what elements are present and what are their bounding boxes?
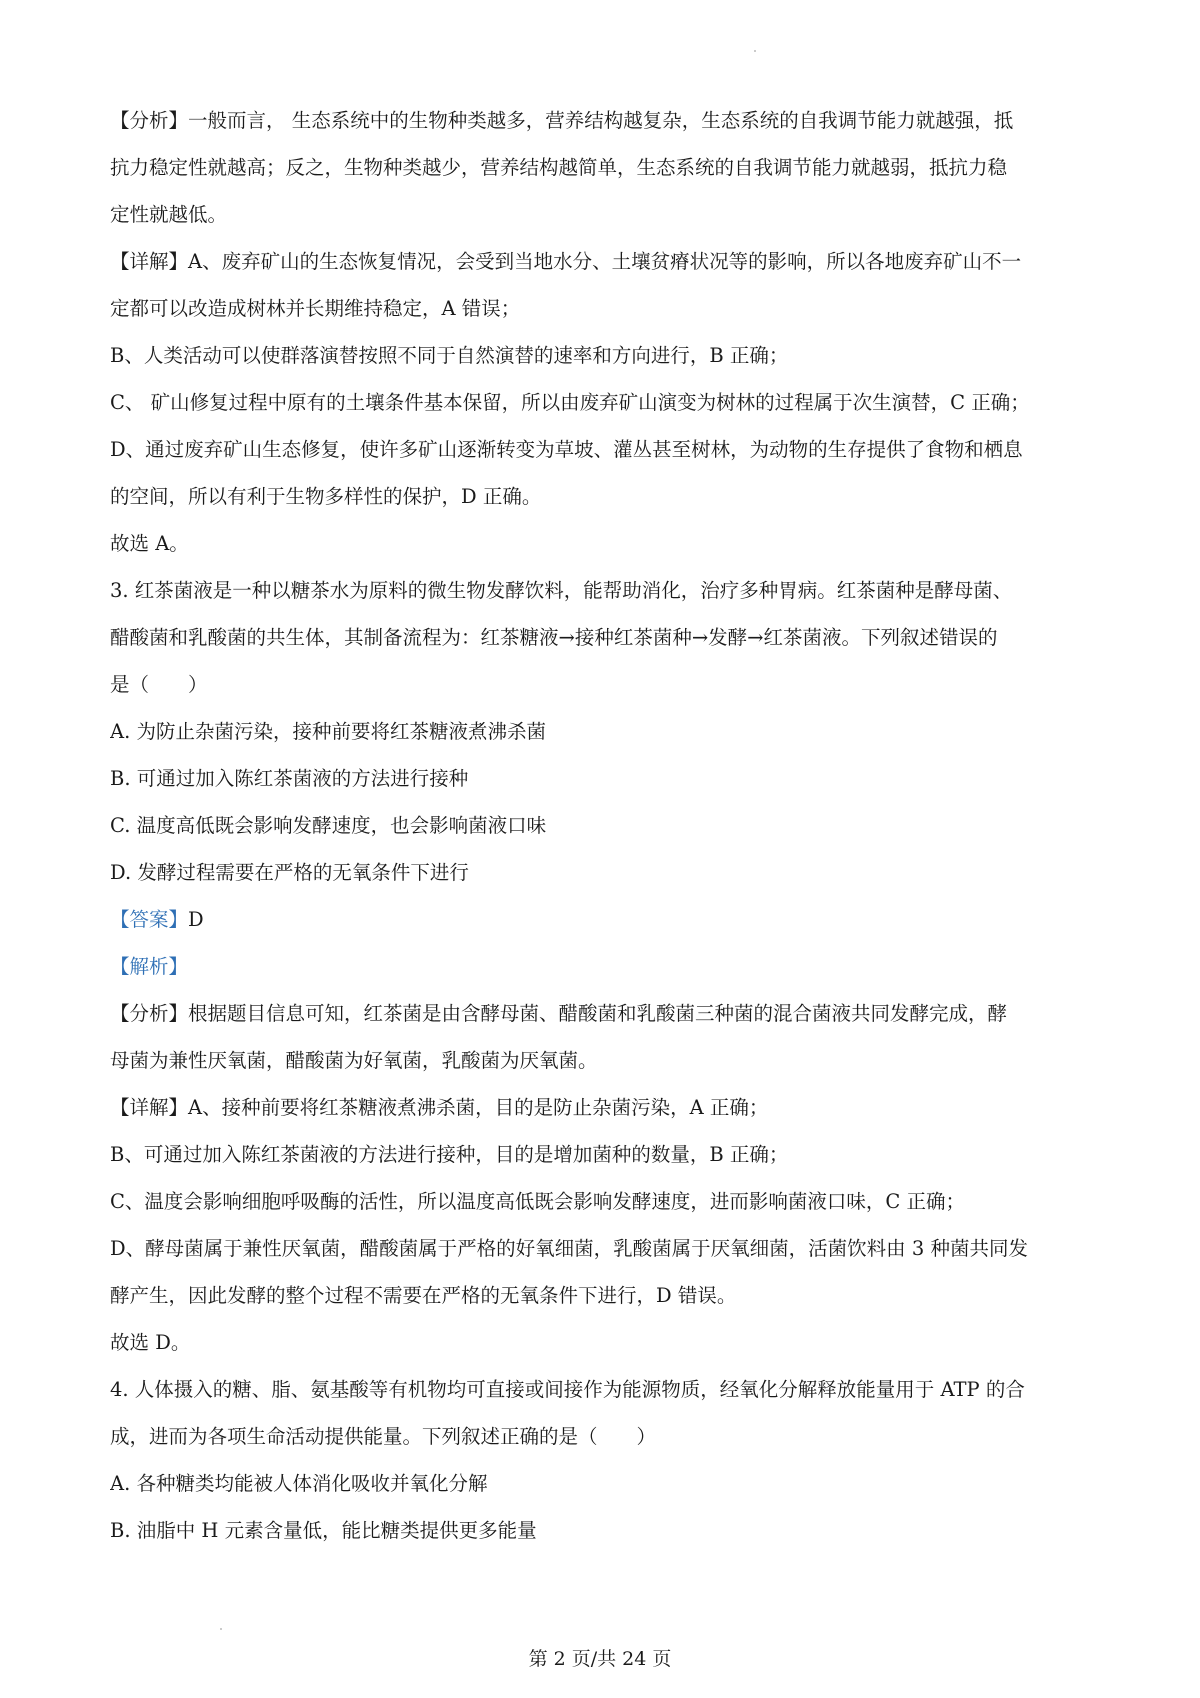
text-line: B、人类活动可以使群落演替按照不同于自然演替的速率和方向进行，B 正确； — [110, 344, 789, 367]
text-line: C、温度会影响细胞呼吸酶的活性，所以温度高低既会影响发酵速度，进而影响菌液口味，C 正确； — [110, 1190, 966, 1213]
option-d: D. 发酵过程需要在严格的无氧条件下进行 — [110, 861, 469, 884]
text-line: D、通过废弃矿山生态修复，使许多矿山逐渐转变为草坡、灌丛甚至树林，为动物的生存提供了食物和栖息 — [110, 438, 1023, 461]
question-4-stem: 4. 人体摄入的糖、脂、氨基酸等有机物均可直接或间接作为能源物质，经氧化分解释放能量用于 ATP 的合 — [110, 1378, 1025, 1401]
text-line: 【详解】A、废弃矿山的生态恢复情况，会受到当地水分、土壤贫瘠状况等的影响，所以各地废弃矿山不一 — [110, 250, 1022, 273]
text-line: 【详解】A、接种前要将红茶糖液煮沸杀菌，目的是防止杂菌污染，A 正确； — [110, 1096, 769, 1119]
scan-speck — [754, 50, 756, 52]
option-a: A. 各种糖类均能被人体消化吸收并氧化分解 — [110, 1472, 488, 1495]
question-3-stem: 醋酸菌和乳酸菌的共生体，其制备流程为：红茶糖液→接种红茶菌种→发酵→红茶菌液。下列叙述错误的 — [110, 626, 998, 649]
text-line: 的空间，所以有利于生物多样性的保护，D 正确。 — [110, 485, 542, 508]
text-line: B、可通过加入陈红茶菌液的方法进行接种，目的是增加菌种的数量，B 正确； — [110, 1143, 789, 1166]
question-4-stem: 成，进而为各项生命活动提供能量。下列叙述正确的是（ ） — [110, 1425, 657, 1448]
analysis-heading: 【解析】 — [110, 955, 189, 978]
question-3-stem: 是（ ） — [110, 673, 208, 696]
option-c: C. 温度高低既会影响发酵速度，也会影响菌液口味 — [110, 814, 547, 837]
option-b: B. 可通过加入陈红茶菌液的方法进行接种 — [110, 767, 469, 790]
option-b: B. 油脂中 H 元素含量低，能比糖类提供更多能量 — [110, 1519, 537, 1542]
option-a: A. 为防止杂菌污染，接种前要将红茶糖液煮沸杀菌 — [110, 720, 546, 743]
answer-label: 【答案】 — [110, 908, 189, 931]
page-footer: 第 2 页/共 24 页 — [528, 1648, 672, 1670]
text-line: 酵产生，因此发酵的整个过程不需要在严格的无氧条件下进行，D 错误。 — [110, 1284, 737, 1307]
answer-line — [110, 896, 1105, 943]
text-line: 故选 D。 — [110, 1331, 191, 1354]
question-3-stem: 3. 红茶菌液是一种以糖茶水为原料的微生物发酵饮料，能帮助消化，治疗多种胃病。红茶菌种是酵母菌、 — [110, 579, 1013, 602]
scan-speck — [220, 1628, 222, 1630]
text-line: 【分析】一般而言， 生态系统中的生物种类越多，营养结构越复杂，生态系统的自我调节能力就越强，抵 — [110, 109, 1014, 132]
text-line: 定都可以改造成树林并长期维持稳定，A 错误； — [110, 297, 521, 320]
answer-value: D — [188, 908, 204, 931]
text-line: 抗力稳定性就越高；反之，生物种类越少，营养结构越简单，生态系统的自我调节能力就越弱，抵抗力稳 — [110, 156, 1008, 179]
document-body — [110, 97, 1105, 1554]
text-line: 定性就越低。 — [110, 203, 228, 226]
text-line: 故选 A。 — [110, 532, 189, 555]
text-line: 母菌为兼性厌氧菌，醋酸菌为好氧菌，乳酸菌为厌氧菌。 — [110, 1049, 598, 1072]
text-line: D、酵母菌属于兼性厌氧菌，醋酸菌属于严格的好氧细菌，乳酸菌属于厌氧细菌，活菌饮料由 3 种菌共同发 — [110, 1237, 1028, 1260]
text-line: 【分析】根据题目信息可知，红茶菌是由含酵母菌、醋酸菌和乳酸菌三种菌的混合菌液共同发酵完成，酵 — [110, 1002, 1008, 1025]
text-line: C、 矿山修复过程中原有的土壤条件基本保留，所以由废弃矿山演变为树林的过程属于次生演替，C 正确； — [110, 391, 1030, 414]
